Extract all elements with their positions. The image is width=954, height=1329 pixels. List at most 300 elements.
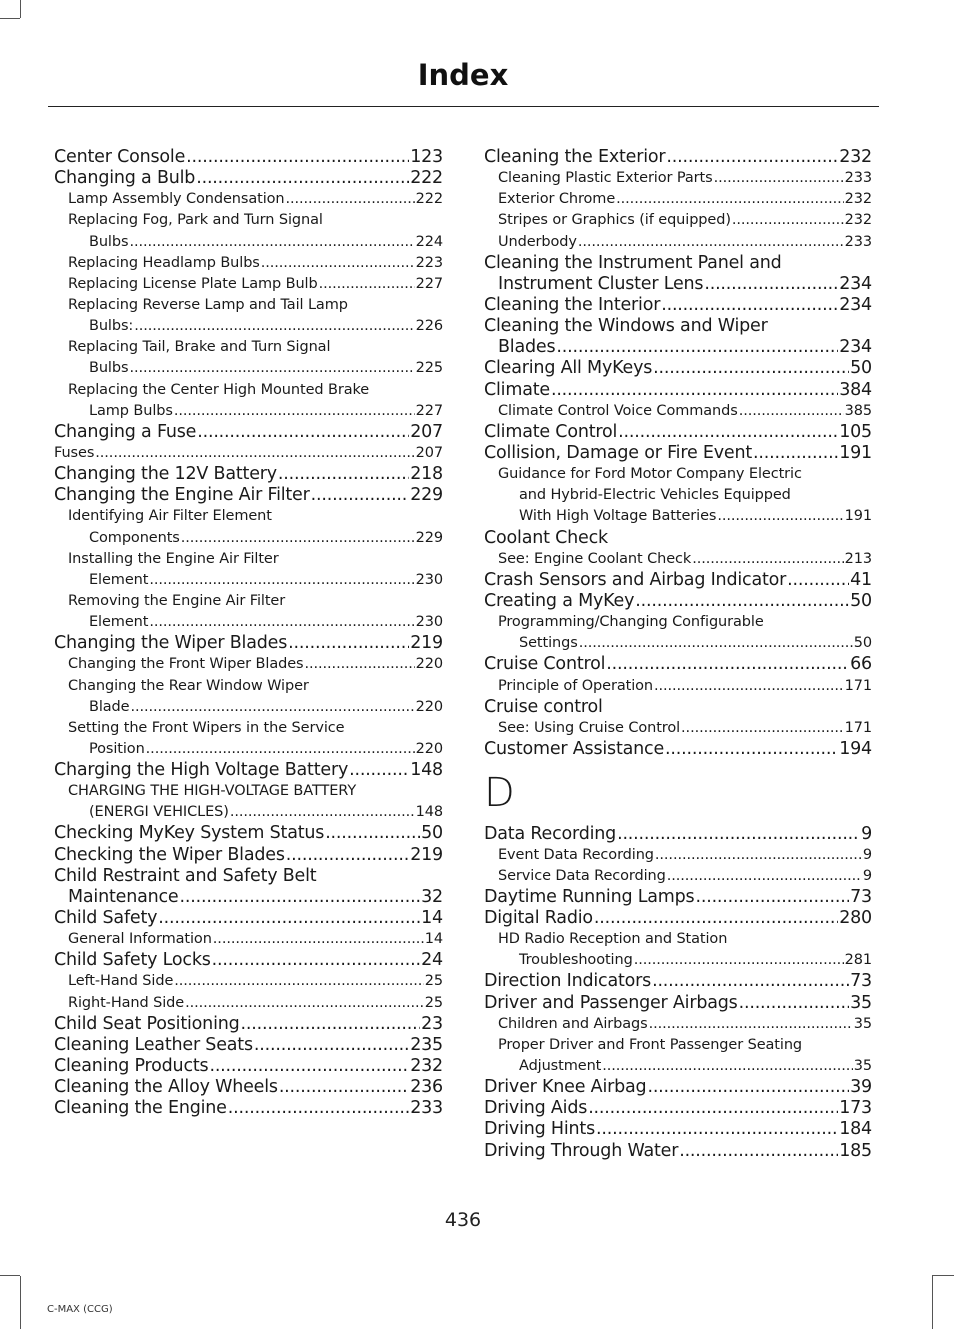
dot-leader (241, 1014, 421, 1035)
entry-text: Changing the Front Wiper Blades (68, 656, 304, 673)
dot-leader (174, 971, 423, 992)
entry-page-number: 9 (861, 823, 872, 844)
entry-text: Cruise Control (484, 654, 606, 675)
index-subentry (54, 993, 443, 1014)
dot-leader (616, 189, 843, 210)
dot-leader (666, 147, 838, 168)
index-subentry (54, 401, 443, 422)
index-entry (484, 337, 872, 358)
index-entry (484, 739, 872, 760)
index-subentry (54, 802, 443, 823)
entry-page-number: 225 (415, 360, 443, 377)
entry-page-number: 35 (853, 1058, 872, 1075)
index-entry (484, 358, 872, 379)
entry-text: Daytime Running Lamps (484, 886, 695, 907)
dot-leader (134, 316, 414, 337)
entry-text: Changing a Bulb (54, 168, 196, 189)
dot-leader (596, 1119, 838, 1140)
entry-page-number: 223 (415, 254, 443, 271)
dot-leader (319, 274, 415, 295)
dot-leader (174, 401, 415, 422)
dot-leader (653, 358, 849, 379)
dot-leader (635, 591, 849, 612)
entry-text: Components (89, 529, 180, 546)
entry-page-number: 39 (850, 1077, 872, 1098)
entry-text: HD Radio Reception and Station (498, 931, 728, 948)
dot-leader (228, 1098, 409, 1119)
index-subentry (54, 676, 443, 697)
entry-page-number: 9 (862, 867, 872, 884)
entry-page-number: 219 (410, 633, 443, 654)
entry-page-number: 230 (415, 571, 443, 588)
dot-leader (617, 824, 860, 845)
dot-leader (149, 612, 414, 633)
entry-text: Replacing Headlamp Bulbs (68, 254, 260, 271)
index-subentry (54, 232, 443, 253)
entry-text: Element (89, 614, 149, 631)
dot-leader (181, 528, 415, 549)
dot-leader (311, 485, 410, 506)
entry-text: Clearing All MyKeys (484, 358, 653, 379)
entry-page-number: 207 (410, 421, 443, 442)
dot-leader (647, 1077, 849, 1098)
index-entry (54, 887, 443, 908)
entry-page-number: 148 (415, 804, 443, 821)
index-subentry (484, 549, 872, 570)
dot-leader (714, 168, 844, 189)
dot-leader (95, 443, 414, 464)
entry-page-number: 220 (415, 740, 443, 757)
entry-text: Setting the Front Wipers in the Service (68, 719, 345, 736)
crop-mark (932, 1275, 954, 1276)
entry-text: Collision, Damage or Fire Event (484, 442, 753, 463)
index-subentry (54, 570, 443, 591)
entry-text: Checking the Wiper Blades (54, 844, 285, 865)
entry-text: Crash Sensors and Airbag Indicator (484, 569, 787, 590)
entry-page-number: 50 (850, 358, 872, 379)
dot-leader (213, 929, 424, 950)
entry-text: Replacing the Center High Mounted Brake (68, 381, 370, 398)
entry-text: Checking MyKey System Status (54, 823, 325, 844)
index-subentry (54, 781, 443, 802)
entry-text: Charging the High Voltage Battery (54, 760, 349, 781)
index-entry (54, 824, 443, 845)
entry-text: Changing a Fuse (54, 421, 197, 442)
dot-leader (185, 993, 424, 1014)
entry-page-number: 220 (415, 698, 443, 715)
dot-leader (654, 676, 844, 697)
index-entry (484, 824, 872, 845)
index-entry (54, 845, 443, 866)
entry-text: Climate Control (484, 421, 618, 442)
index-subentry (54, 358, 443, 379)
page-number: 436 (444, 1209, 482, 1231)
index-subentry (54, 380, 443, 401)
index-subentry (54, 697, 443, 718)
entry-page-number: 35 (850, 992, 872, 1013)
dot-leader (739, 993, 850, 1014)
dot-leader (146, 739, 415, 760)
entry-page-number: 213 (844, 550, 872, 567)
dot-leader (158, 908, 420, 929)
dot-leader (278, 464, 409, 485)
entry-page-number: 218 (410, 464, 443, 485)
dot-leader (286, 845, 409, 866)
index-subentry (484, 401, 872, 422)
entry-text: Troubleshooting (519, 952, 633, 969)
index-subentry (484, 929, 872, 950)
index-entry (484, 591, 872, 612)
dot-leader (149, 570, 414, 591)
entry-page-number: 222 (410, 168, 443, 189)
index-subentry (54, 295, 443, 316)
index-entry (54, 908, 443, 929)
entry-page-number: 123 (410, 147, 443, 167)
index-section-letter: D (484, 770, 515, 817)
entry-page-number: 219 (410, 844, 443, 865)
entry-page-number: 280 (839, 908, 872, 929)
dot-leader (197, 422, 409, 443)
index-subentry (54, 274, 443, 295)
index-subentry (484, 612, 872, 633)
entry-text: With High Voltage Batteries (519, 508, 717, 525)
entry-text: Driving Through Water (484, 1140, 679, 1161)
index-entry (484, 274, 872, 295)
entry-text: Cleaning the Interior (484, 294, 661, 315)
entry-text: Lamp Assembly Condensation (68, 191, 285, 208)
dot-leader (695, 887, 849, 908)
entry-page-number: 194 (839, 738, 872, 759)
entry-page-number: 14 (424, 931, 443, 948)
index-entry (484, 422, 872, 443)
entry-text: Child Safety Locks (54, 950, 211, 971)
entry-text: Cleaning the Exterior (484, 147, 666, 167)
crop-mark (20, 0, 21, 18)
dot-leader (739, 401, 844, 422)
dot-leader (230, 802, 415, 823)
dot-leader (681, 718, 844, 739)
entry-text: Identifying Air Filter Element (68, 508, 272, 525)
entry-text: Proper Driver and Front Passenger Seating (498, 1036, 803, 1053)
index-entry (484, 1141, 872, 1162)
entry-page-number: 41 (850, 569, 872, 590)
dot-leader (679, 1141, 838, 1162)
entry-page-number: 73 (850, 886, 872, 907)
dot-leader (606, 654, 849, 675)
entry-page-number: 50 (853, 635, 872, 652)
dot-leader (649, 1014, 853, 1035)
index-entry (484, 1119, 872, 1140)
entry-text: Left-Hand Side (68, 973, 174, 990)
index-subentry (54, 443, 443, 464)
dot-leader (665, 739, 838, 760)
index-subentry (484, 232, 872, 253)
index-subentry (54, 316, 443, 337)
footer-model-code: C-MAX (CCG) (47, 1304, 113, 1315)
index-entry (484, 1098, 872, 1119)
entry-text: Creating a MyKey (484, 590, 635, 611)
entry-page-number: 232 (844, 191, 872, 208)
index-entry (484, 380, 872, 401)
index-entry (54, 168, 443, 189)
entry-page-number: 24 (421, 950, 443, 971)
entry-text: Right-Hand Side (68, 994, 185, 1011)
dot-leader (286, 189, 415, 210)
dot-leader (288, 633, 409, 654)
entry-page-number: 281 (844, 952, 872, 969)
index-entry (484, 528, 872, 549)
entry-text: Service Data Recording (498, 867, 666, 884)
entry-text: Children and Airbags (498, 1015, 648, 1032)
entry-text: Digital Radio (484, 908, 593, 929)
crop-mark (0, 1275, 20, 1276)
entry-page-number: 73 (850, 971, 872, 992)
dot-leader (578, 232, 844, 253)
index-subentry (484, 485, 872, 506)
index-entry (54, 147, 443, 168)
entry-text: Child Safety (54, 908, 158, 929)
entry-page-number: 220 (415, 656, 443, 673)
entry-text: Exterior Chrome (498, 191, 616, 208)
entry-text: Cleaning the Instrument Panel and (484, 252, 782, 273)
dot-leader (667, 866, 862, 887)
entry-text: Driving Hints (484, 1119, 596, 1140)
index-subentry (54, 612, 443, 633)
entry-text: Driver and Passenger Airbags (484, 992, 738, 1013)
entry-text: Cleaning Plastic Exterior Parts (498, 170, 713, 187)
index-entry (54, 1077, 443, 1098)
dot-leader (588, 1098, 838, 1119)
dot-leader (209, 1056, 409, 1077)
index-entry (54, 866, 443, 887)
entry-text: Climate Control Voice Commands (498, 402, 738, 419)
entry-page-number: 230 (415, 614, 443, 631)
entry-text: Customer Assistance (484, 738, 665, 759)
dot-leader (618, 422, 838, 443)
entry-page-number: 35 (853, 1015, 872, 1032)
entry-page-number: 234 (839, 294, 872, 315)
entry-text: Cleaning Leather Seats (54, 1034, 253, 1055)
index-subentry (484, 633, 872, 654)
index-subentry (484, 189, 872, 210)
entry-text: Principle of Operation (498, 677, 653, 694)
entry-text: Position (89, 740, 145, 757)
entry-text: Replacing Tail, Brake and Turn Signal (68, 339, 331, 356)
index-subentry (484, 718, 872, 739)
entry-page-number: 233 (410, 1098, 443, 1119)
entry-page-number: 234 (839, 273, 872, 294)
entry-text: Child Seat Positioning (54, 1013, 240, 1034)
entry-page-number: 191 (844, 508, 872, 525)
index-entry (484, 993, 872, 1014)
entry-text: Removing the Engine Air Filter (68, 592, 286, 609)
entry-page-number: 23 (421, 1013, 443, 1034)
entry-text: Cruise control (484, 696, 603, 717)
dot-leader (129, 358, 414, 379)
index-column-right (484, 147, 872, 1162)
index-entry (484, 654, 872, 675)
entry-text: Instrument Cluster Lens (498, 273, 704, 294)
index-subentry (484, 845, 872, 866)
dot-leader (279, 1077, 409, 1098)
index-entry (484, 697, 872, 718)
entry-text: Installing the Engine Air Filter (68, 550, 279, 567)
entry-text: Blades (498, 337, 556, 358)
entry-text: Programming/Changing Configurable (498, 614, 764, 631)
entry-page-number: 191 (839, 442, 872, 463)
entry-page-number: 224 (415, 233, 443, 250)
entry-page-number: 9 (862, 846, 872, 863)
entry-page-number: 222 (415, 191, 443, 208)
entry-page-number: 232 (410, 1056, 443, 1077)
index-subentry (484, 950, 872, 971)
dot-leader (180, 887, 421, 908)
dot-leader (556, 337, 838, 358)
entry-text: Cleaning the Alloy Wheels (54, 1077, 278, 1098)
index-column-left (54, 147, 443, 1119)
index-subentry (54, 528, 443, 549)
entry-text: Climate (484, 379, 550, 400)
entry-page-number: 50 (850, 590, 872, 611)
crop-mark (20, 1276, 21, 1329)
index-subentry (54, 654, 443, 675)
index-entry (54, 422, 443, 443)
index-entry (484, 972, 872, 993)
entry-text: Coolant Check (484, 527, 608, 548)
entry-page-number: 14 (421, 908, 443, 929)
dot-leader (602, 1056, 852, 1077)
dot-leader (305, 654, 415, 675)
index-entry (54, 760, 443, 781)
index-entry (54, 464, 443, 485)
entry-page-number: 171 (844, 719, 872, 736)
dot-leader (196, 168, 409, 189)
index-subentry (484, 866, 872, 887)
entry-text: Replacing Fog, Park and Turn Signal (68, 212, 323, 229)
index-subentry (484, 1035, 872, 1056)
entry-page-number: 233 (844, 170, 872, 187)
entry-text: Fuses (54, 444, 95, 461)
index-entry (54, 633, 443, 654)
dot-leader (551, 380, 838, 401)
index-entry (54, 1014, 443, 1035)
entry-text: General Information (68, 931, 212, 948)
dot-leader (661, 295, 838, 316)
entry-page-number: 235 (410, 1034, 443, 1055)
dot-leader (655, 845, 862, 866)
entry-page-number: 66 (850, 654, 872, 675)
index-subentry (484, 464, 872, 485)
index-subentry (484, 210, 872, 231)
entry-page-number: 207 (415, 444, 443, 461)
entry-text: Changing the 12V Battery (54, 464, 277, 485)
dot-leader (349, 760, 409, 781)
entry-page-number: 232 (844, 212, 872, 229)
entry-page-number: 236 (410, 1077, 443, 1098)
entry-page-number: 232 (839, 147, 872, 167)
dot-leader (212, 950, 420, 971)
index-entry (484, 570, 872, 591)
entry-text: Child Restraint and Safety Belt (54, 865, 317, 886)
entry-text: and Hybrid-Electric Vehicles Equipped (519, 487, 791, 504)
dot-leader (704, 274, 838, 295)
dot-leader (717, 506, 843, 527)
entry-text: Underbody (498, 233, 577, 250)
entry-page-number: 173 (839, 1098, 872, 1119)
dot-leader (634, 950, 844, 971)
index-subentry (54, 506, 443, 527)
index-subentry (54, 591, 443, 612)
index-subentry (54, 971, 443, 992)
index-entry (484, 887, 872, 908)
dot-leader (732, 210, 844, 231)
entry-text: Data Recording (484, 823, 617, 844)
index-entry (484, 253, 872, 274)
entry-text: Blade (89, 698, 130, 715)
index-subentry (54, 337, 443, 358)
entry-text: Changing the Wiper Blades (54, 633, 288, 654)
entry-text: Replacing License Plate Lamp Bulb (68, 275, 318, 292)
dot-leader (579, 633, 853, 654)
index-subentry (54, 929, 443, 950)
entry-text: Stripes or Graphics (if equipped) (498, 212, 731, 229)
entry-page-number: 229 (415, 529, 443, 546)
index-entry (484, 295, 872, 316)
entry-page-number: 25 (424, 973, 443, 990)
entry-text: Cleaning the Windows and Wiper (484, 316, 768, 337)
entry-text: Element (89, 571, 149, 588)
entry-page-number: 185 (839, 1140, 872, 1161)
entry-text: Maintenance (68, 886, 179, 907)
entry-page-number: 148 (410, 760, 443, 781)
entry-text: Bulbs: (89, 318, 134, 335)
index-entry (54, 950, 443, 971)
entry-page-number: 384 (839, 379, 872, 400)
index-subentry (54, 549, 443, 570)
entry-text: Changing the Engine Air Filter (54, 485, 310, 506)
index-entry (484, 908, 872, 929)
index-entry (484, 316, 872, 337)
entry-text: Changing the Rear Window Wiper (68, 677, 309, 694)
entry-text: Replacing Reverse Lamp and Tail Lamp (68, 296, 348, 313)
dot-leader (325, 824, 420, 845)
entry-text: Direction Indicators (484, 971, 652, 992)
index-entry (54, 1056, 443, 1077)
dot-leader (261, 253, 415, 274)
dot-leader (692, 549, 843, 570)
index-entry (484, 147, 872, 168)
index-subentry (484, 506, 872, 527)
entry-text: Bulbs (89, 233, 129, 250)
dot-leader (787, 570, 849, 591)
entry-page-number: 32 (421, 886, 443, 907)
dot-leader (652, 972, 849, 993)
entry-page-number: 25 (424, 994, 443, 1011)
entry-text: Center Console (54, 147, 186, 167)
entry-page-number: 171 (844, 677, 872, 694)
dot-leader (594, 908, 838, 929)
index-entry (54, 1098, 443, 1119)
index-entry (484, 1077, 872, 1098)
entry-text: Adjustment (519, 1058, 602, 1075)
index-subentry (54, 210, 443, 231)
index-subentry (484, 168, 872, 189)
entry-page-number: 184 (839, 1119, 872, 1140)
entry-text: Lamp Bulbs (89, 402, 173, 419)
index-subentry (484, 1014, 872, 1035)
page-title: Index (417, 58, 509, 92)
index-subentry (54, 739, 443, 760)
